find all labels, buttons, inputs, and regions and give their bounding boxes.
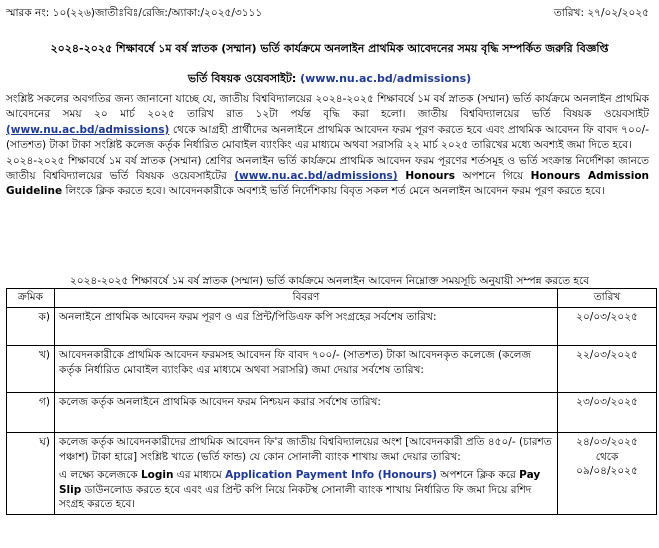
p2-text-c: লিংকে ক্লিক করতে হবে। আবেদনকারীকে অবশ্যই ভর্তি নির্দেশিকায় বিবৃত সকল শর্ত মেনে অনলাইন আবেদন ফরম পূরণ করতে হবে। (62, 185, 605, 198)
row-description (55, 433, 558, 515)
row-date-range (558, 433, 657, 515)
date-from: ২৪/০৩/২০২৫ (576, 436, 638, 448)
website-url-link[interactable]: (www.nu.ac.bd/admissions) (300, 72, 472, 85)
col-header-serial: ক্রমিক (7, 289, 55, 308)
p2-website-link[interactable]: (www.nu.ac.bd/admissions) (234, 170, 398, 183)
p1-text-a: সংশ্লিষ্ট সকলের অবগতির জন্য জানানো যাচ্ছে যে, জাতীয় বিশ্ববিদ্যালয়ের ২০২৪-২০২৫ শিক্ষাবর্ষে ১ম বর্ষ স্নাতক (সম্মান) ভর্তি কার্যক্রমে অনলাইন প্রাথমিক আবেদনের সময় ২০ মার্চ ২০২৫ তারিখ রাত ১২টা পর্যন্ত বৃদ্ধি করা হলো। জাতীয় বিশ্ববিদ্যালয়ের ভর্তি বিষয়ক ওয়েবসাইট (6, 93, 649, 121)
table-row (7, 433, 657, 515)
notice-title: ২০২৪-২০২৫ শিক্ষাবর্ষে ১ম বর্ষ স্নাতক (সম্মান) ভর্তি কার্যক্রমে অনলাইন প্রাথমিক আবেদনের সময় বৃদ্ধি সম্পর্কিত জরুরি বিজ্ঞপ্তি (50, 42, 609, 55)
website-label: ভর্তি বিষয়ক ওয়েবসাইট: (187, 72, 301, 85)
row-description: কলেজ কর্তৃক অনলাইনে প্রাথমিক আবেদন ফরম নিশ্চয়ন করার সর্বশেষ তারিখ: (55, 393, 558, 433)
p2-guideline-label: Honours Admission Guideline (6, 170, 650, 198)
table-row (7, 308, 657, 346)
row-serial: গ) (7, 393, 55, 433)
p1-text-b: থেকে আগ্রহী প্রার্থীদের অনলাইনে প্রাথমিক আবেদন ফরম পূরণ করতে হবে এবং প্রাথমিক আবেদন ফি বাবদ ৭০০/- (সাতশত) টাকা টাকা সংশ্লিষ্ট কলেজ কর্তৃক নির্ধারিত মোবাইল ব্যাংকিং এর মাধ্যমে অথবা সরাসরি ২২ মার্চ ২০২৫ তারিখের মধ্যে অবশ্যই জমা দিতে হবে। (6, 123, 649, 152)
schedule-table (6, 288, 657, 515)
paragraph-1 (6, 92, 649, 154)
login-label: Login (140, 469, 174, 482)
instr-text-a: এ লক্ষ্যে কলেজকে (59, 469, 141, 482)
application-payment-info-label: Application Payment Info (Honours) (225, 469, 437, 482)
notice-header (6, 6, 649, 22)
row-description-instructions (59, 468, 553, 512)
row-description-main: কলেজ কর্তৃক আবেদনকারীদের প্রাথমিক আবেদন ফি'র জাতীয় বিশ্ববিদ্যালয়ের অংশ [আবেদনকারী প্রতি ৪৫০/- (চারশত পঞ্চাশ) টাকা হারে] সংশ্লিষ্ট খাতে (ভর্তি ফান্ড) যে কোন সোনালী ব্যাংক শাখায় জমা দেয়ার তারিখ: (59, 436, 552, 463)
schedule-title: ২০২৪-২০২৫ শিক্ষাবর্ষে ১ম বর্ষ স্নাতক (সম্মান) ভর্তি কার্যক্রমে অনলাইন আবেদন নিম্নোক্ত সময়সূচি অনুযায়ী সম্পন্ন করতে হবে (69, 275, 590, 287)
row-date: ২৩/০৩/২০২৫ (558, 393, 657, 433)
col-header-description: বিবরণ (55, 289, 558, 308)
table-header-row (7, 289, 657, 308)
row-date: ২০/০৩/২০২৫ (558, 308, 657, 346)
row-serial: ক) (7, 308, 55, 346)
website-line (0, 70, 659, 89)
instr-text-d: ডাউনলোড করতে হবে এবং এর প্রিন্ট কপি নিয়ে নিকটস্থ সোনালী ব্যাংক শাখায় নির্ধারিত ফি জমা দিয়ে রশিদ সংগ্রহ করতে হবে। (59, 483, 532, 511)
date-to: ০৯/০৪/২০২৫ (576, 465, 638, 478)
p2-honours-label: Honours (397, 170, 455, 183)
row-description: অনলাইনে প্রাথমিক আবেদন ফরম পূরণ ও এর প্রিন্ট/পিডিএফ কপি সংগ্রহের সর্বশেষ তারিখ: (55, 308, 558, 346)
row-serial: খ) (7, 346, 55, 393)
p1-website-link[interactable]: (www.nu.ac.bd/admissions) (6, 123, 170, 136)
table-row (7, 393, 657, 433)
table-row (7, 346, 657, 393)
instr-text-c: অপশনে ক্লিক করে (436, 469, 520, 482)
row-date: ২২/০৩/২০২৫ (558, 346, 657, 393)
p2-text-b: অপশনে গিয়ে (454, 170, 531, 183)
pay-slip-label: Pay Slip (59, 469, 541, 496)
row-serial: ঘ) (7, 433, 55, 515)
p2-text-a: ২০২৪-২০২৫ শিক্ষাবর্ষে ১ম বর্ষ স্নাতক (সম্মান) শ্রেণির অনলাইন ভর্তি কার্যক্রমে প্রাথমিক আবেদন ফরম পূরণের শর্তসমূহ ও ভর্তি সংক্রান্ত নির্দেশিকা জানতে জাতীয় বিশ্ববিদ্যালয়ের ভর্তি বিষয়ক ওয়েবসাইটের (6, 154, 649, 183)
date-separator: থেকে (595, 450, 619, 463)
col-header-date: তারিখ (558, 289, 657, 308)
row-description: আবেদনকারীকে প্রাথমিক আবেদন ফরমসহ আবেদন ফি বাবদ ৭০০/- (সাতশত) টাকা আবেদনকৃত কলেজে (কলেজ কর্তৃক নির্ধারিত মোবাইল ব্যাংকিং এর মাধ্যমে অথবা সরাসরি) জমা দেয়ার সর্বশেষ তারিখ: (55, 346, 558, 393)
instr-text-b: এর মাধ্যমে (173, 469, 226, 482)
notice-date: তারিখ: ২৭/০২/২০২৫ (553, 7, 649, 19)
notice-body (6, 92, 649, 200)
reference-number: স্মারক নং: ১০(২২৬)জাতীঃবিঃ/রেজি:/অ্যাকা:/২০২৫/৩১১১ (6, 7, 263, 19)
paragraph-2 (6, 154, 649, 200)
